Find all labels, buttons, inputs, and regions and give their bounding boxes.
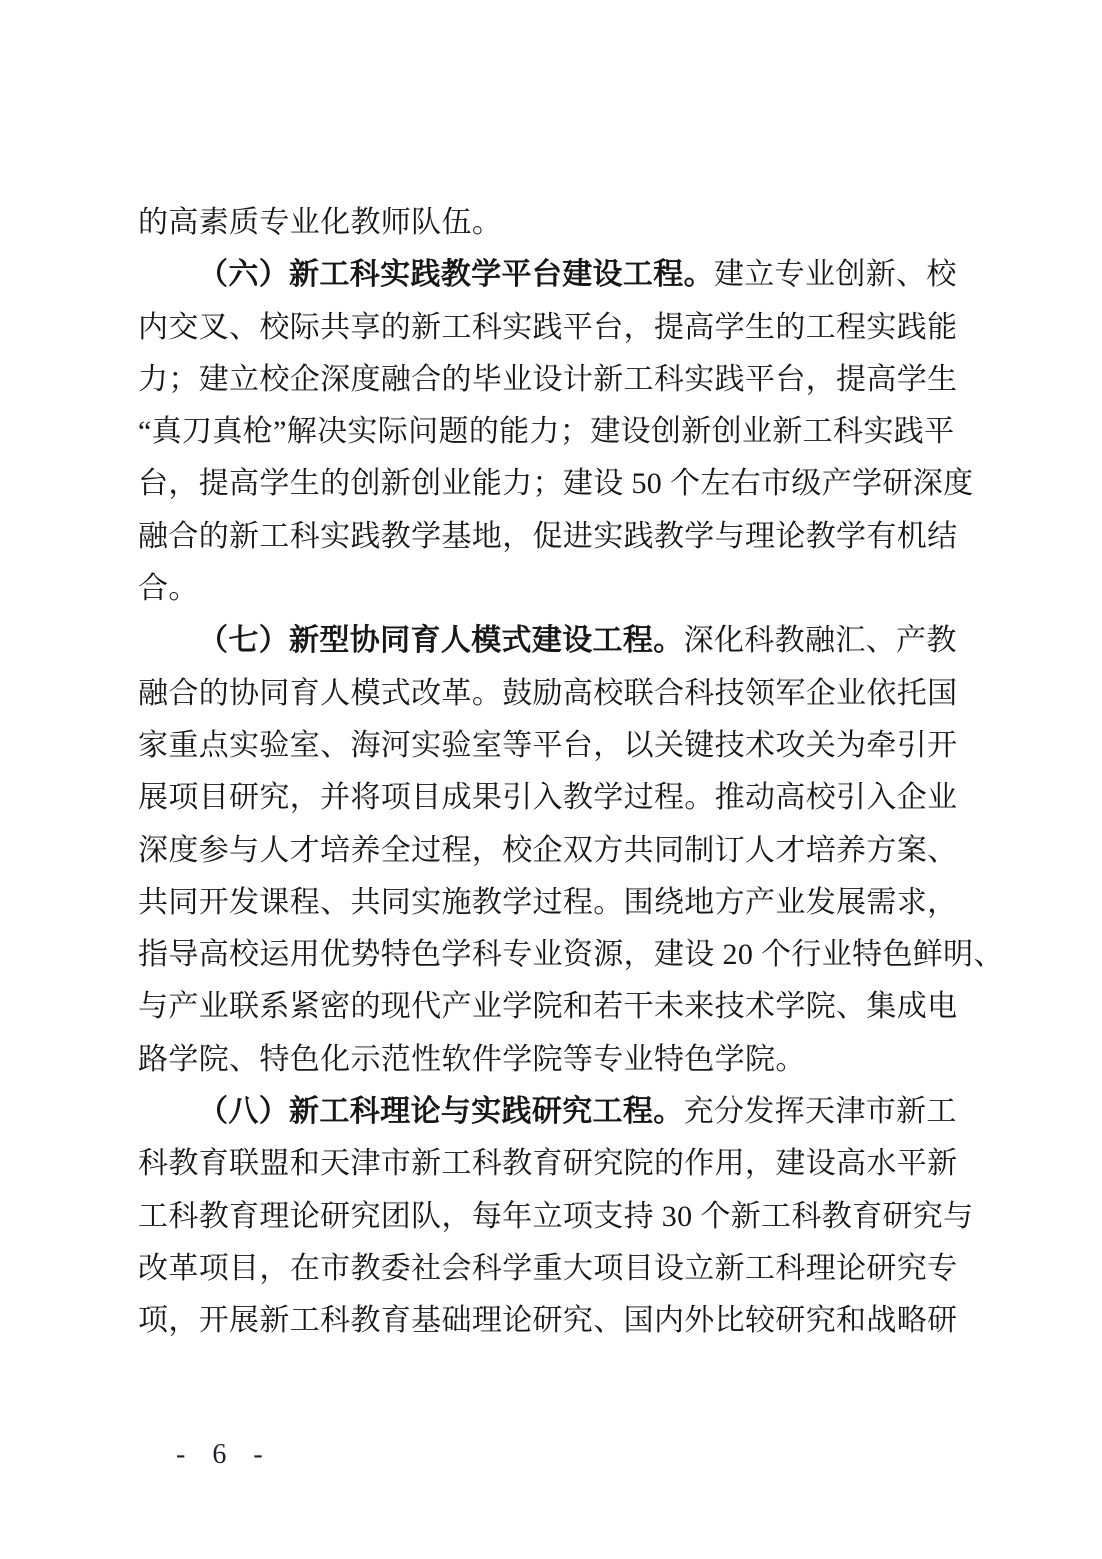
paragraph-heading-segment: （七）新型协同育人模式建设工程。 xyxy=(198,624,684,658)
body-text-segment: 融合的协同育人模式改革。鼓励高校联合科技领军企业依托国 xyxy=(138,676,958,710)
text-line xyxy=(138,772,960,824)
paragraph-heading-segment: （六）新工科实践教学平台建设工程。 xyxy=(198,258,714,292)
body-text-segment: 深化科教融汇、产教 xyxy=(683,624,957,658)
text-line xyxy=(138,354,960,406)
body-text-segment: 展项目研究，并将项目成果引入教学过程。推动高校引入企业 xyxy=(138,781,958,815)
text-line xyxy=(138,302,960,354)
text-line xyxy=(138,1191,974,1243)
body-text-segment: “真刀真枪”解决实际问题的能力；建设创新创业新工科实践平 xyxy=(138,415,955,449)
body-text-segment: 与产业联系紧密的现代产业学院和若干未来技术学院、集成电 xyxy=(138,990,958,1024)
text-line xyxy=(138,1034,960,1086)
body-text-segment: 合。 xyxy=(138,572,199,606)
text-line xyxy=(138,1138,960,1190)
text-line xyxy=(138,197,960,249)
body-text-segment: 充分发挥天津市新工 xyxy=(683,1095,957,1129)
body-text-segment: 共同开发课程、共同实施教学过程。围绕地方产业发展需求， xyxy=(138,885,958,919)
text-line xyxy=(138,1295,960,1347)
text-line xyxy=(138,825,960,877)
page-number: - 6 - xyxy=(176,1439,273,1470)
body-text-segment: 建立专业创新、校 xyxy=(713,258,957,292)
body-text-segment: 指导高校运用优势特色学科专业资源，建设 20 个行业特色鲜明、 xyxy=(138,938,1004,972)
paragraph-heading-segment: （八）新工科理论与实践研究工程。 xyxy=(198,1095,684,1129)
text-line xyxy=(138,563,960,615)
text-line xyxy=(138,615,960,667)
body-text-segment: 工科教育理论研究团队，每年立项支持 30 个新工科教育研究与 xyxy=(138,1199,974,1233)
text-line xyxy=(138,1243,960,1295)
text-line xyxy=(138,720,960,772)
body-text-segment: 融合的新工科实践教学基地，促进实践教学与理论教学有机结 xyxy=(138,519,958,553)
text-line xyxy=(138,981,960,1033)
body-text-segment: 家重点实验室、海河实验室等平台，以关键技术攻关为牵引开 xyxy=(138,728,958,762)
text-line xyxy=(138,929,1004,981)
document-body xyxy=(138,197,1004,1348)
body-text-segment: 的高素质专业化教师队伍。 xyxy=(138,206,503,239)
body-text-segment: 改革项目，在市教委社会科学重大项目设立新工科理论研究专 xyxy=(138,1251,958,1285)
text-line xyxy=(138,511,960,563)
text-line xyxy=(138,406,960,458)
text-line xyxy=(138,249,960,301)
body-text-segment: 力；建立校企深度融合的毕业设计新工科实践平台，提高学生 xyxy=(138,362,958,396)
body-text-segment: 路学院、特色化示范性软件学院等专业特色学院。 xyxy=(138,1042,806,1076)
body-text-segment: 内交叉、校际共享的新工科实践平台，提高学生的工程实践能 xyxy=(138,310,958,344)
text-line xyxy=(138,458,974,510)
body-text-segment: 深度参与人才培养全过程，校企双方共同制订人才培养方案、 xyxy=(138,833,958,867)
body-text-segment: 科教育联盟和天津市新工科教育研究院的作用，建设高水平新 xyxy=(138,1147,958,1181)
text-line xyxy=(138,1086,960,1138)
body-text-segment: 项，开展新工科教育基础理论研究、国内外比较研究和战略研 xyxy=(138,1304,958,1338)
text-line xyxy=(138,668,960,720)
body-text-segment: 台，提高学生的创新创业能力；建设 50 个左右市级产学研深度 xyxy=(138,467,974,501)
text-line xyxy=(138,877,960,929)
